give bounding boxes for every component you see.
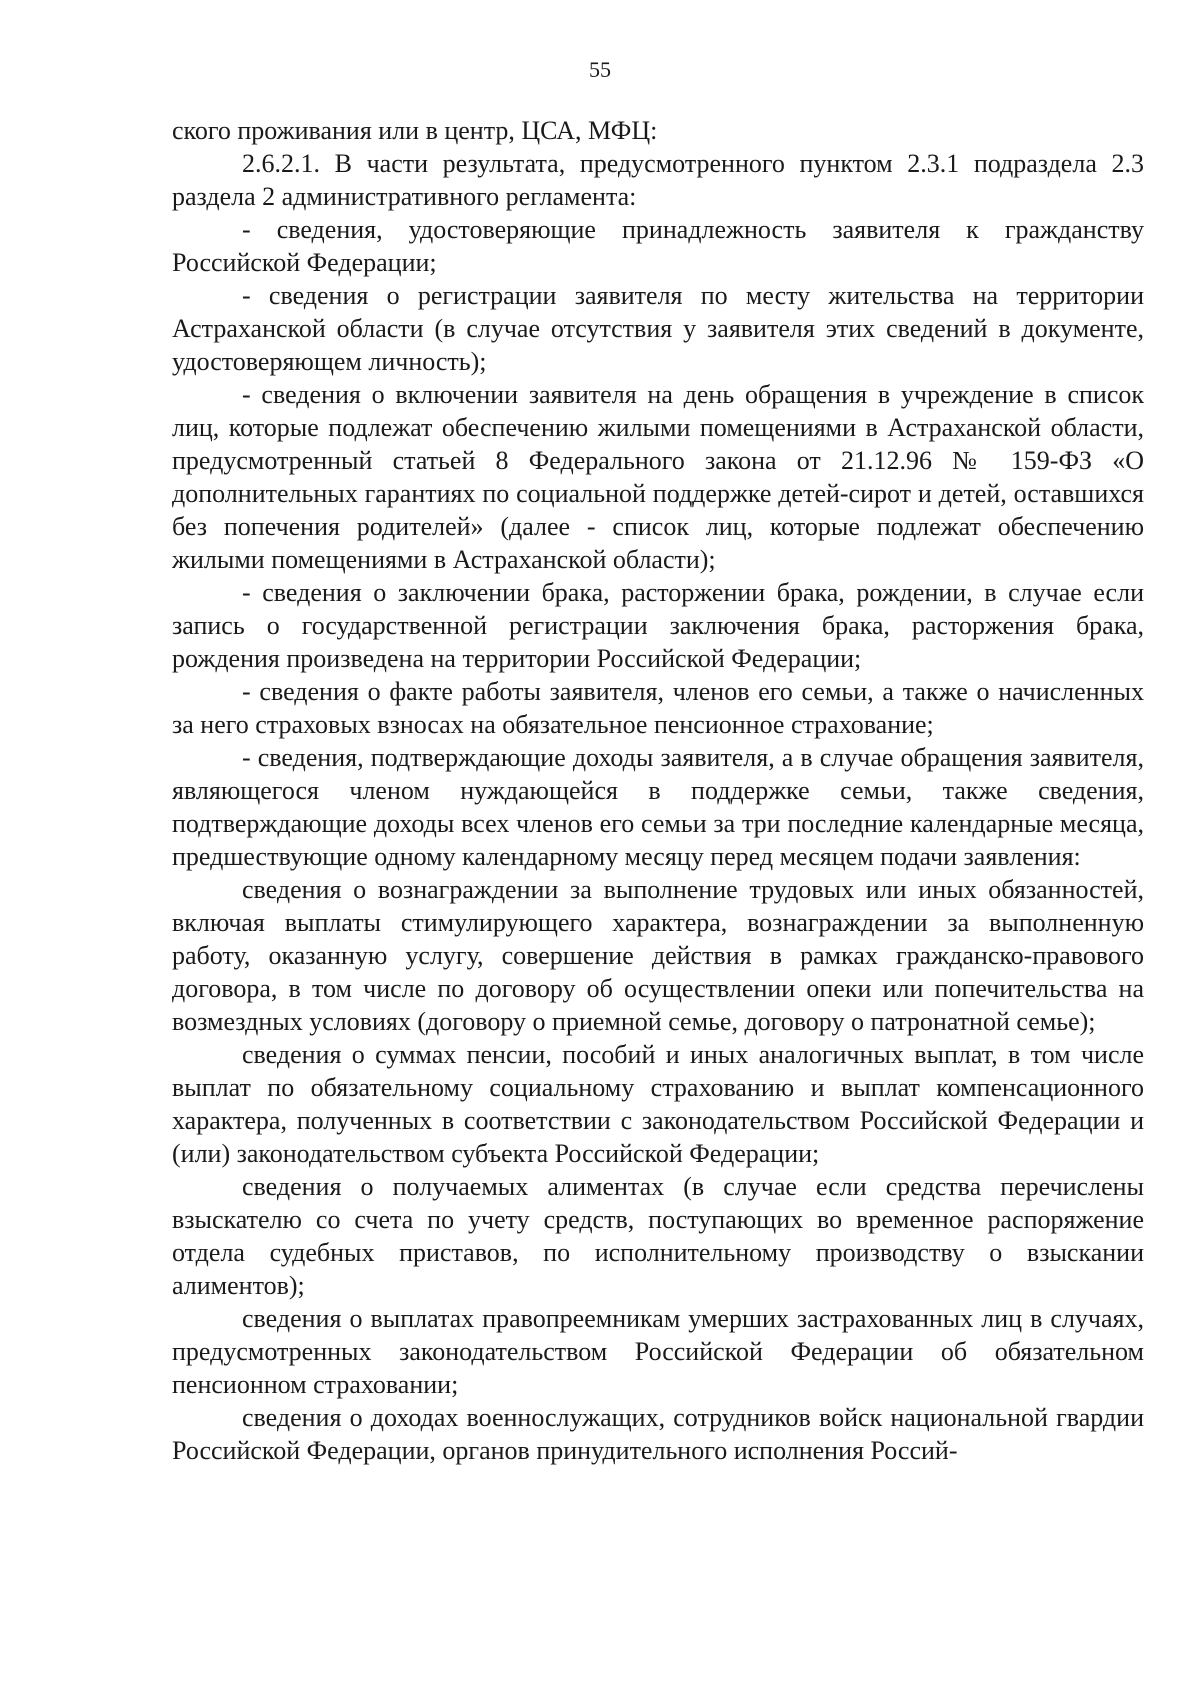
paragraph-military-income: сведения о доходах военнослужащих, сотрудников войск национальной гвардии Российской Федерации, органов принудительного исполнения Россий-	[172, 1403, 1144, 1465]
paragraph-registration: - сведения о регистрации заявителя по месту жительства на территории Астраханской области (в случае отсутствия у заявителя этих сведений в документе, удостоверяющем личность);	[172, 281, 1144, 376]
document-body	[172, 114, 1144, 1467]
paragraph-employment: - сведения о факте работы заявителя, членов его семьи, а также о начисленных за него страховых взносах на обязательное пенсионное страхование;	[172, 677, 1144, 739]
paragraph-citizenship: - сведения, удостоверяющие принадлежность заявителя к гражданству Российской Федерации;	[172, 215, 1144, 277]
paragraph-successors: сведения о выплатах правопреемникам умерших застрахованных лиц в случаях, предусмотренных законодательством Российской Федерации об обязательном пенсионном страховании;	[172, 1304, 1144, 1399]
paragraph-pensions: сведения о суммах пенсии, пособий и иных аналогичных выплат, в том числе выплат по обязательному социальному страхованию и выплат компенсационного характера, полученных в соответствии с законодательством Российской Федерации и (или) законодательством субъекта Российской Федерации;	[172, 1040, 1144, 1168]
paragraph-marriage: - сведения о заключении брака, расторжении брака, рождении, в случае если запись о государственной регистрации заключения брака, расторжения брака, рождения произведена на территории Российской Федерации;	[172, 578, 1144, 673]
paragraph-income: - сведения, подтверждающие доходы заявителя, а в случае обращения заявителя, являющегося членом нуждающейся в поддержке семьи, также сведения, подтверждающие доходы всех членов его семьи за три последние календарные месяца, предшествующие одному календарному месяцу перед месяцем подачи заявления:	[172, 743, 1144, 871]
paragraph-housing-list: - сведения о включении заявителя на день обращения в учреждение в список лиц, которые подлежат обеспечению жилыми помещениями в Астраханской области, предусмотренный статьей 8 Федерального закона от 21.12.96 № 159-ФЗ «О дополнительных гарантиях по социальной поддержке детей-сирот и детей, оставшихся без попечения родителей» (далее - список лиц, которые подлежат обеспечению жилыми помещениями в Астраханской области);	[172, 380, 1144, 574]
paragraph-clause-2-6-2-1: 2.6.2.1. В части результата, предусмотренного пунктом 2.3.1 подраздела 2.3 раздела 2 административного регламента:	[172, 149, 1144, 211]
paragraph-alimony: сведения о получаемых алиментах (в случае если средства перечислены взыскателю со счета по учету средств, поступающих во временное распоряжение отдела судебных приставов, по исполнительному производству о взыскании алиментов);	[172, 1172, 1144, 1300]
paragraph-continuation: ского проживания или в центр, ЦСА, МФЦ:	[172, 116, 658, 145]
page-number: 55	[589, 57, 611, 82]
paragraph-remuneration: сведения о вознаграждении за выполнение трудовых или иных обязанностей, включая выплаты стимулирующего характера, вознаграждении за выполненную работу, оказанную услугу, совершение действия в рамках гражданско-правового договора, в том числе по договору об осуществлении опеки или попечительства на возмездных условиях (договору о приемной семье, договору о патронатной семье);	[172, 875, 1144, 1036]
